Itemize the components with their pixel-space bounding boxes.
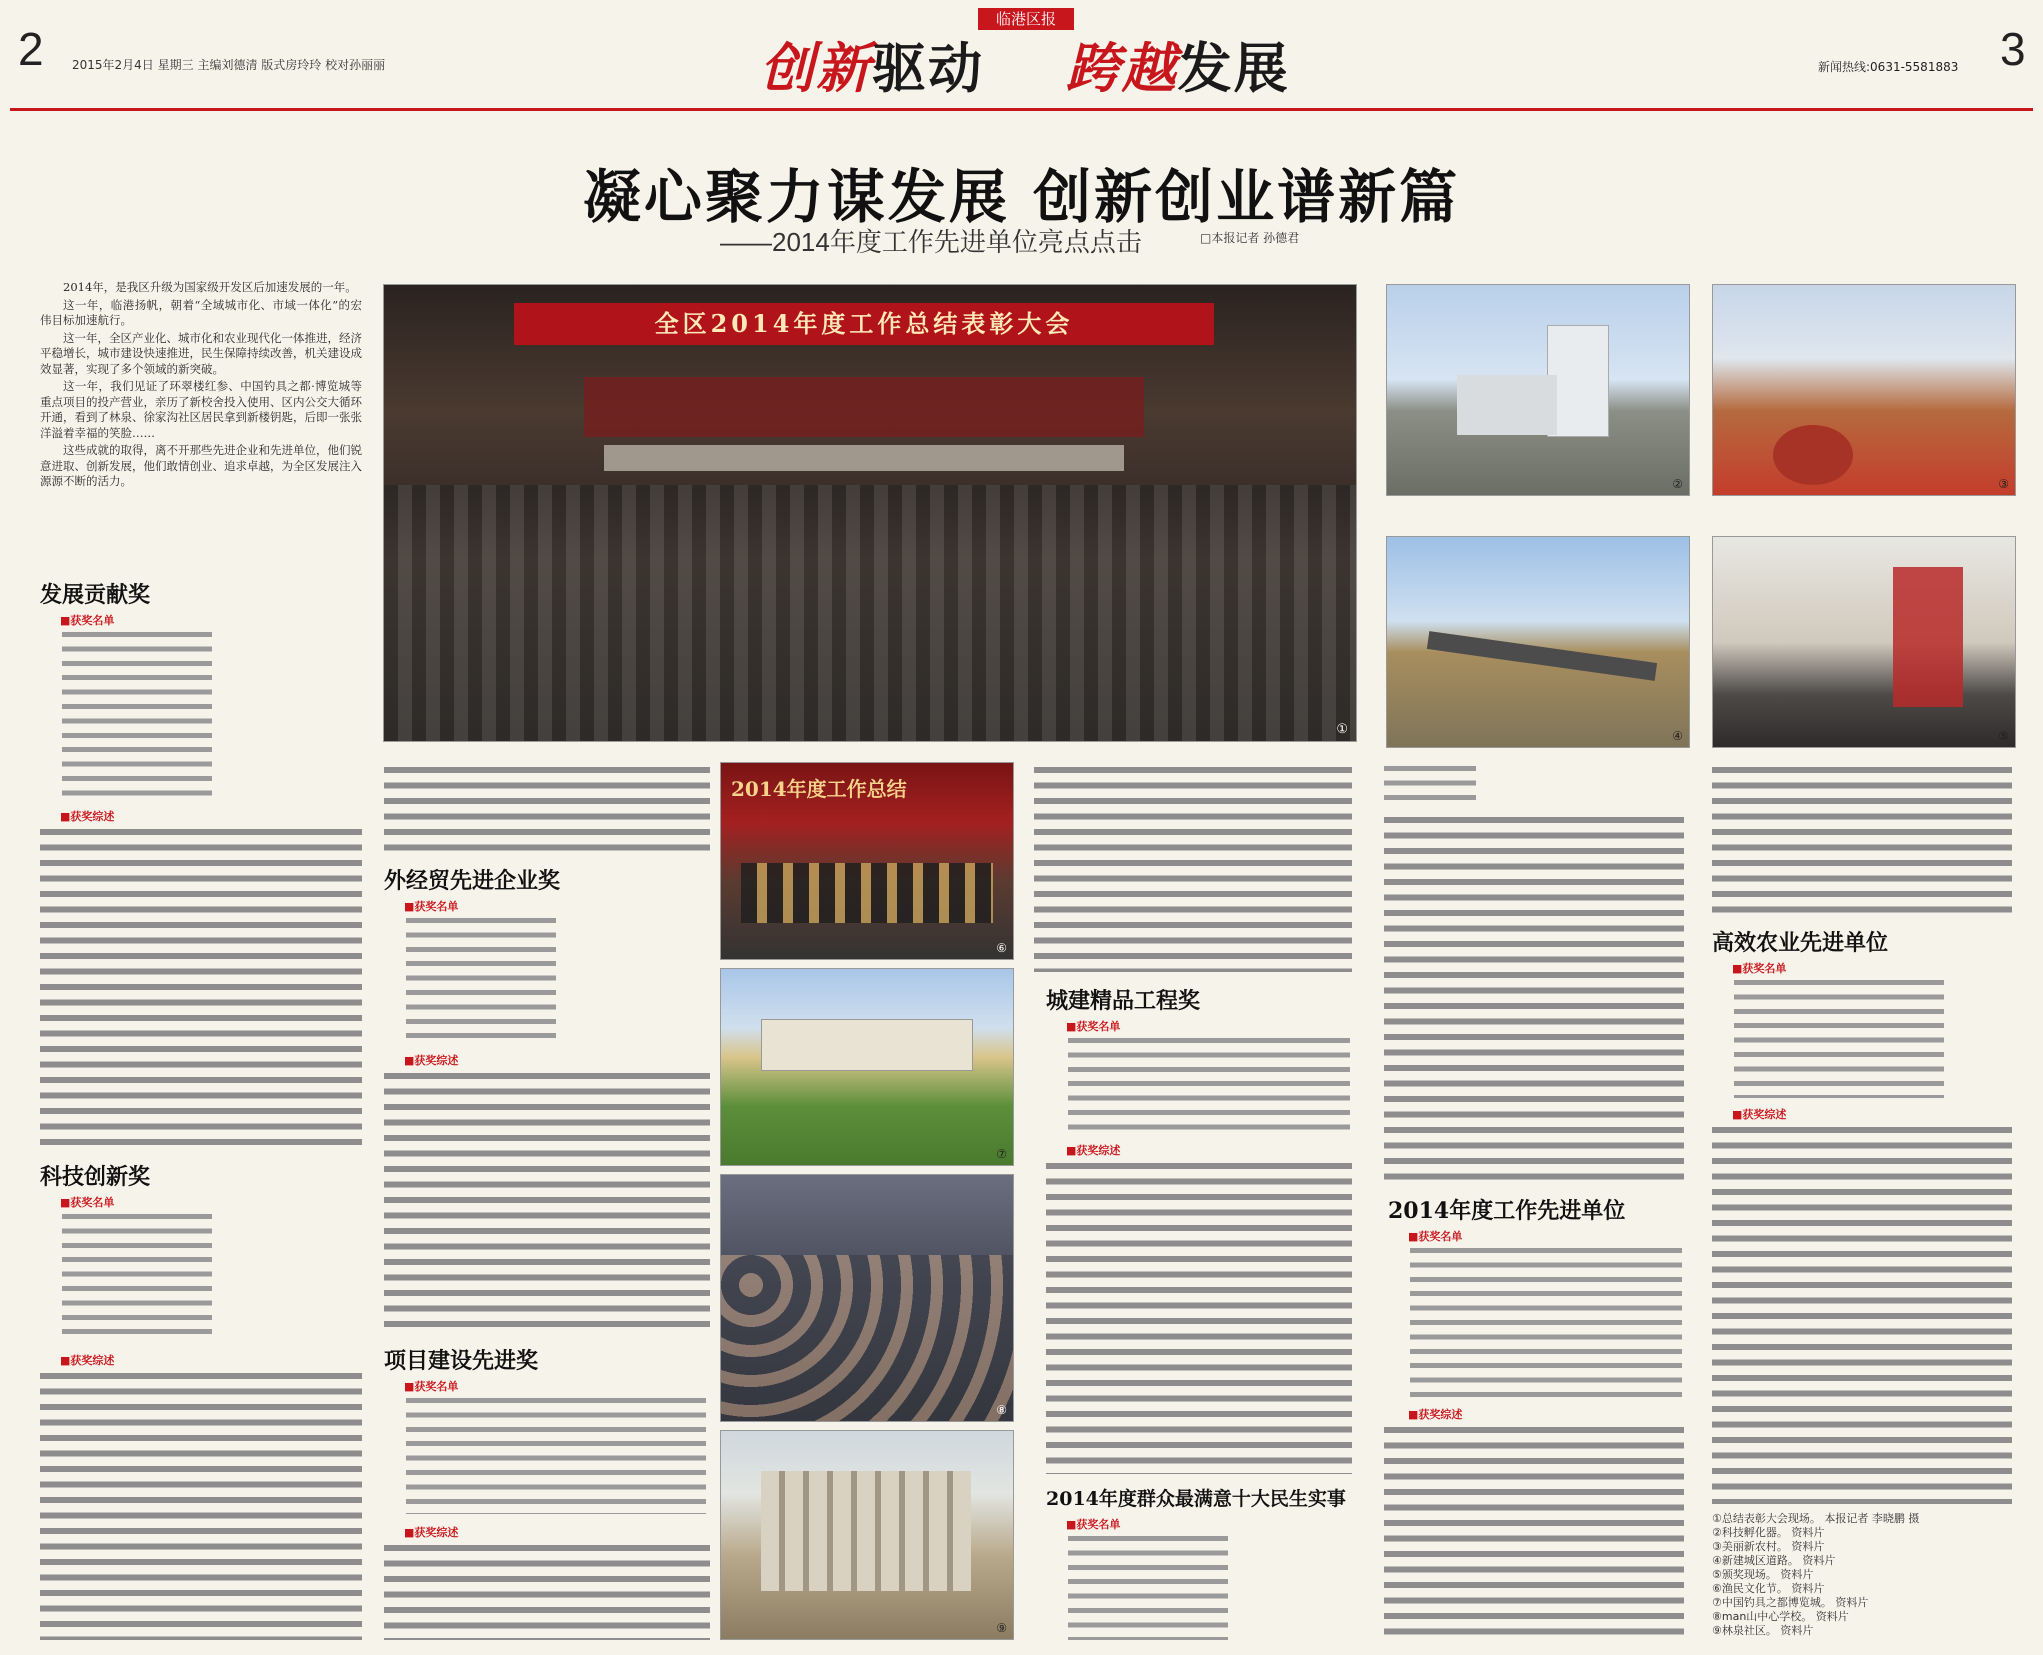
intro-paragraph: 这一年，我们见证了环翠楼红参、中国钓具之都·博览城等重点项目的投产营业，亲历了新校舍投入使用、区内公交大循环开通，看到了林泉、徐家沟社区居民拿到新楼钥匙，后即一张张洋溢着幸福的笑脸……	[40, 379, 362, 440]
intro-text	[40, 280, 362, 520]
award-list-tag: ■获奖名单	[1066, 1020, 1121, 1033]
summary-text-livelihood	[1384, 812, 1684, 1188]
photo-caption: ⑨林泉社区。 资料片	[1712, 1624, 1814, 1637]
date-line: 2015年2月4日 星期三 主编刘德清 版式房玲玲 校对孙丽丽	[72, 58, 386, 72]
award-list-tag: ■获奖名单	[1408, 1230, 1463, 1243]
section-title-trade: 外经贸先进企业奖	[384, 868, 561, 894]
award-list-livelihood-continued	[1384, 762, 1476, 806]
photo-expo-city	[720, 968, 1014, 1166]
summary-text-continued	[384, 762, 710, 852]
section-title-agri: 高效农业先进单位	[1712, 930, 1889, 956]
award-summary-tag: ■获奖综述	[60, 810, 115, 823]
award-list-tag: ■获奖名单	[60, 614, 115, 627]
photo-number: ④	[1672, 729, 1683, 743]
slogan-innovation: 创新	[760, 36, 872, 100]
summary-text-urban	[1046, 1158, 1352, 1474]
intro-paragraph: 这一年，临港扬帆，朝着“全域城市化、市域一体化”的宏伟目标加速航行。	[40, 297, 362, 327]
intro-paragraph: 2014年，是我区升级为国家级开发区后加速发展的一年。	[63, 280, 357, 294]
photo-science-incubator	[1386, 284, 1690, 496]
section-title-project: 项目建设先进奖	[384, 1348, 539, 1374]
award-list-project	[406, 1394, 706, 1514]
award-summary-tag: ■获奖综述	[1066, 1144, 1121, 1157]
award-list-advanced	[1410, 1244, 1682, 1398]
slogan-drive: 驱动	[872, 36, 984, 100]
photo-school-crowd	[720, 1174, 1014, 1422]
photo-caption: ④新建城区道路。 资料片	[1712, 1554, 1836, 1567]
award-list-livelihood	[1068, 1532, 1228, 1640]
photo-award-ceremony	[720, 762, 1014, 960]
conference-banner: 全区2014年度工作总结表彰大会	[514, 303, 1214, 345]
award-summary-tag: ■获奖综述	[404, 1526, 459, 1539]
left-page-number: 2	[18, 23, 44, 75]
section-title-dev: 发展贡献奖	[40, 582, 151, 608]
award-list-tag: ■获奖名单	[60, 1196, 115, 1209]
photo-caption: ①总结表彰大会现场。 本报记者 李晓鹏 摄	[1712, 1512, 1920, 1525]
summary-text-project	[384, 1540, 710, 1640]
page-slogan	[760, 26, 1290, 103]
photo-city-road	[1386, 536, 1690, 748]
right-page-number: 3	[2000, 23, 2026, 75]
headline: 凝心聚力谋发展 创新创业谱新篇	[582, 163, 1461, 231]
summary-text-continued	[1712, 762, 2012, 914]
slogan-development: 发展	[1177, 36, 1290, 100]
award-list-tag: ■获奖名单	[1732, 962, 1787, 975]
photo-caption: ⑥渔民文化节。 资料片	[1712, 1582, 1825, 1595]
award-list-dev	[62, 628, 362, 796]
photo-caption: ⑦中国钓具之都博览城。 资料片	[1712, 1596, 1869, 1609]
photo-number: ③	[1998, 477, 2009, 491]
award-list-tech	[62, 1210, 212, 1342]
photo-caption: ⑧man山中心学校。 资料片	[1712, 1610, 1849, 1623]
photo-caption: ②科技孵化器。 资料片	[1712, 1526, 1825, 1539]
award-summary-tag: ■获奖综述	[60, 1354, 115, 1367]
award-summary-tag: ■获奖综述	[404, 1054, 459, 1067]
award-list-tag: ■获奖名单	[404, 1380, 459, 1393]
award-list-tag: ■获奖名单	[1066, 1518, 1121, 1531]
award-list-urban	[1068, 1034, 1350, 1134]
photo-new-village	[1712, 284, 2016, 496]
photo-fishing-festival	[1712, 536, 2016, 748]
award-list-tag: ■获奖名单	[404, 900, 459, 913]
summary-text-continued	[1034, 762, 1352, 972]
award-summary-tag: ■获奖综述	[1408, 1408, 1463, 1421]
photo-captions	[1712, 1512, 2012, 1638]
summary-text-tech	[40, 1368, 362, 1640]
photo-number: ⑧	[996, 1403, 1007, 1417]
photo-linquan-community	[720, 1430, 1014, 1640]
byline: □本报记者 孙德君	[1200, 231, 1300, 245]
brand-logo: 临港区报	[978, 8, 1074, 30]
section-title-urban: 城建精品工程奖	[1046, 988, 1201, 1014]
photo-number: ⑥	[996, 941, 1007, 955]
award-summary-tag: ■获奖综述	[1732, 1108, 1787, 1121]
photo-number: ⑤	[1998, 729, 2009, 743]
photo-number: ②	[1672, 477, 1683, 491]
slogan-leap: 跨越	[1065, 36, 1178, 100]
summary-text-trade	[384, 1068, 710, 1336]
photo-number: ⑦	[996, 1147, 1007, 1161]
photo-caption: ③美丽新农村。 资料片	[1712, 1540, 1825, 1553]
stage-banner: 2014年度工作总结	[731, 777, 907, 801]
main-photo-conference-hall	[383, 284, 1357, 742]
photo-number: ①	[1336, 722, 1348, 737]
photo-number: ⑨	[996, 1621, 1007, 1635]
news-hotline: 新闻热线:0631-5581883	[1818, 60, 1959, 74]
photo-caption: ⑤颁奖现场。 资料片	[1712, 1568, 1814, 1581]
section-title-tech: 科技创新奖	[40, 1164, 151, 1190]
intro-paragraph: 这一年，全区产业化、城市化和农业现代化一体推进，经济平稳增长，城市建设快速推进，民生保障持续改善，机关建设成效显著，实现了多个领域的新突破。	[40, 330, 362, 376]
section-title-advanced: 2014年度工作先进单位	[1388, 1198, 1626, 1224]
summary-text-advanced	[1384, 1422, 1684, 1640]
award-list-trade	[406, 914, 556, 1040]
section-title-livelihood: 2014年度群众最满意十大民生实事	[1046, 1488, 1346, 1510]
intro-paragraph: 这些成就的取得，离不开那些先进企业和先进单位，他们锐意进取、创新发展，他们敢情创业、追求卓越，为全区发展注入源源不断的活力。	[40, 443, 362, 488]
award-list-agri	[1734, 976, 1944, 1098]
subheadline: ——2014年度工作先进单位亮点点击	[720, 227, 1142, 257]
summary-text-dev	[40, 824, 362, 1150]
summary-text-agri	[1712, 1122, 2012, 1504]
